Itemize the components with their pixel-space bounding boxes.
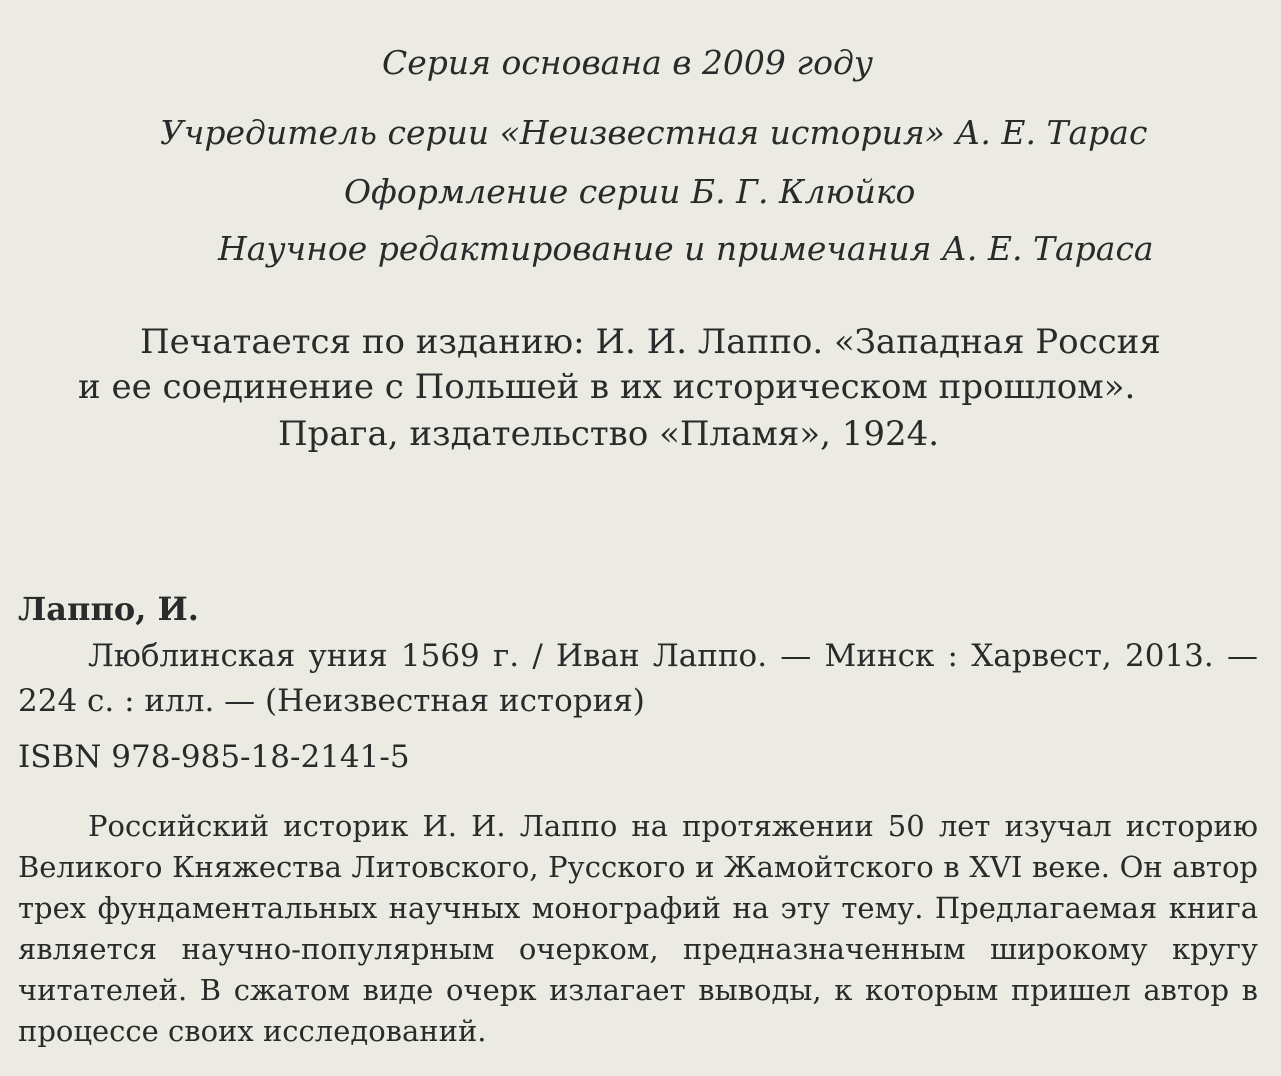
isbn: ISBN 978-985-18-2141-5 [18,739,410,775]
series-design: Оформление серии Б. Г. Клюйко [344,172,916,211]
source-edition-line-2: и ее соединение с Польшей в их историческом прошлом». [78,367,1136,407]
source-edition-line-3: Прага, издательство «Пламя», 1924. [278,414,940,454]
author-heading: Лаппо, И. [18,590,199,628]
scientific-editing: Научное редактирование и примечания А. Е. Тараса [218,229,1154,268]
series-founded: Серия основана в 2009 году [382,43,874,82]
bibliographic-record: Люблинская уния 1569 г. / Иван Лаппо. — Минск : Харвест, 2013. — 224 с. : илл. — (Неизвестная история) [18,638,1258,719]
book-annotation: Российский историк И. И. Лаппо на протяжении 50 лет изучал историю Великого Княжества Литовского, Русского и Жамойтского в XVI веке. Он автор трех фундаментальных научных монографий на эту тему. Предлагаемая книга является научно-популярным очерком, предназначенным широкому кругу читателей. В сжатом виде очерк излагает выводы, к которым пришел автор в процессе своих исследований. [18,809,1258,1048]
source-edition-line-1: Печатается по изданию: И. И. Лаппо. «Западная Россия [140,322,1161,362]
series-founder: Учредитель серии «Неизвестная история» А. Е. Тарас [160,113,1148,152]
